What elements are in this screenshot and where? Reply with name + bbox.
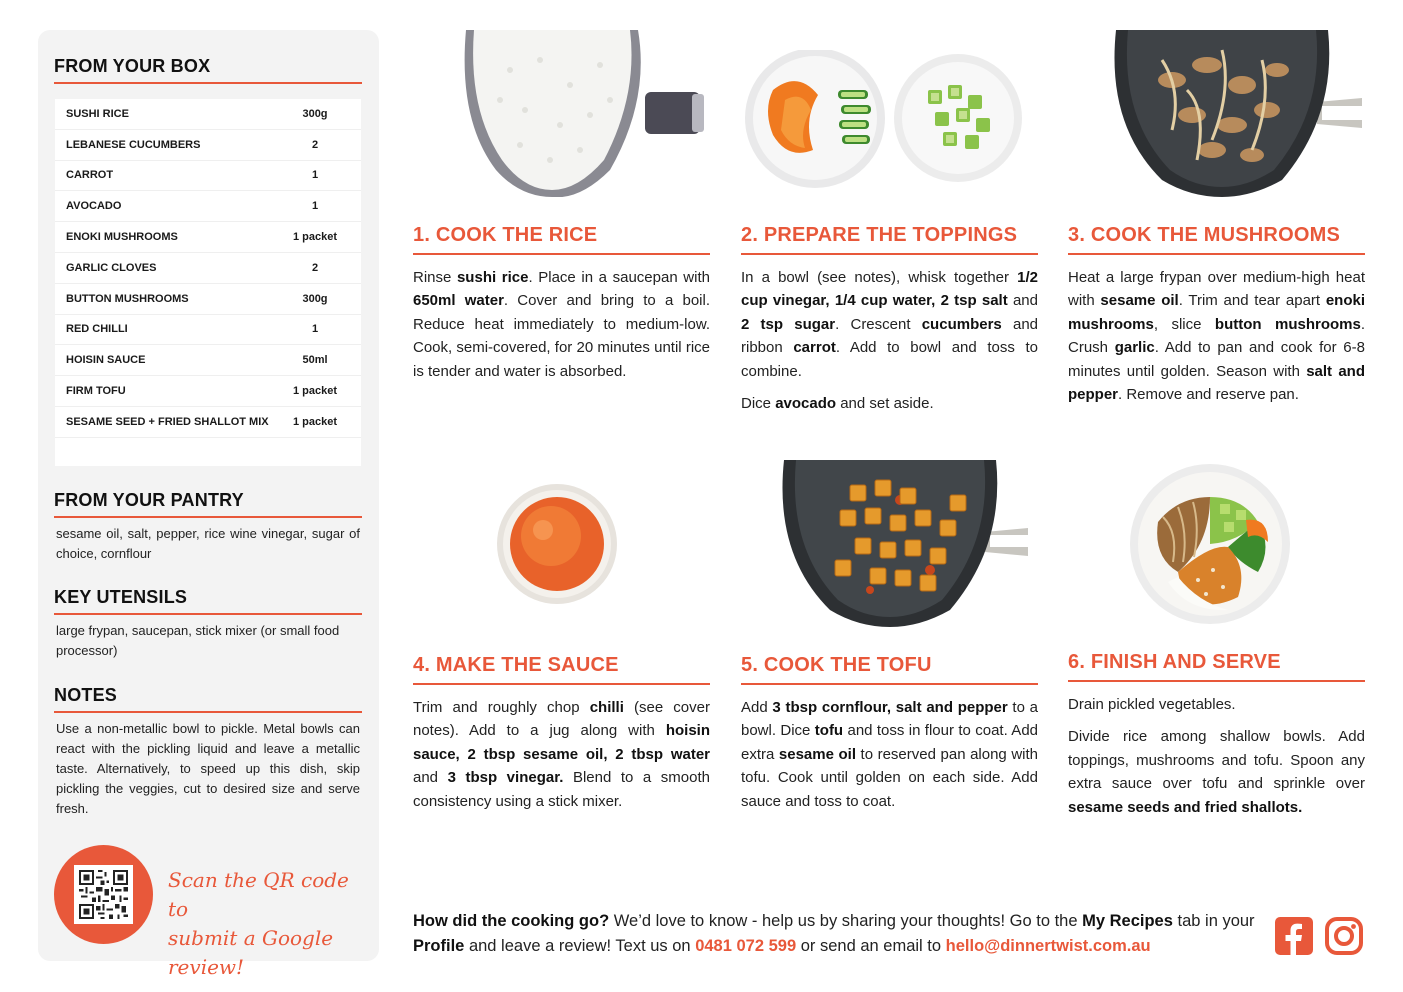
ingredient-name: SUSHI RICE [66,107,129,120]
ingredient-row [55,253,361,284]
step-text: and toss in flour to coat. Add extra [741,722,1038,763]
notes-heading: NOTES [54,685,118,705]
pantry-heading: FROM YOUR PANTRY [54,490,244,510]
tofu-frypan-photo [780,460,1030,627]
ingredient-highlight: chilli [589,699,624,716]
ingredient-name: FIRM TOFU [66,385,126,398]
ingredient-highlight: tofu [814,722,844,740]
step-6-body [1068,693,1365,828]
step-rule [413,253,710,255]
ingredient-highlight: sesame oil [1100,292,1179,310]
ingredient-highlight: carrot [793,339,836,357]
ingredient-qty: 300g [302,292,328,305]
step-text: and [1007,292,1038,310]
ingredient-highlight: hoisin sauce, 2 tbsp sesame oil, 2 tbsp water [413,722,710,763]
step-rule [413,683,710,685]
step-text: and ribbon [741,315,1038,357]
utensils-heading: KEY UTENSILS [54,587,188,607]
ingredient-highlight: 3 tbsp vinegar. [447,769,564,787]
sidebar-panel [38,30,379,979]
phone-link[interactable]: 0481 072 599 [695,937,797,955]
step-text: . Trim and tear apart [1178,292,1326,310]
step-text: (see cover notes). Add to a jug along with [413,699,710,740]
step-4-body [413,696,710,822]
ingredient-highlight: garlic [1114,339,1155,357]
ingredient-row [55,284,361,315]
ingredient-name: RED CHILLI [66,323,128,336]
feedback-footer [413,909,1263,959]
ingredient-highlight: cucumbers [921,315,1002,333]
step-3-title: 3. COOK THE MUSHROOMS [1068,224,1340,246]
qr-prompt-line: submit a Google review! [168,926,334,979]
ingredient-name: CARROT [66,169,114,182]
ingredient-row [55,222,361,253]
email-link[interactable]: hello@dinnertwist.com.au [945,937,1151,955]
ingredient-qty: 50ml [302,354,328,367]
step-2-body [741,266,1038,424]
utensils-text: large frypan, saucepan, stick mixer (or small food processor) [56,623,340,658]
step-2-title: 2. PREPARE THE TOPPINGS [741,224,1018,246]
step-text: Add [741,699,773,716]
ingredient-row [55,191,361,222]
instagram-icon[interactable] [1325,917,1363,955]
qr-prompt-line: Scan the QR code to [168,868,349,921]
ingredient-row [55,161,361,192]
ingredient-highlight: 1/2 cup vinegar, 1/4 cup water, 2 tsp salt [741,269,1038,310]
step-text: In a bowl (see notes), whisk together [741,269,1018,286]
qr-review-prompt [168,866,368,982]
heading-rule [54,516,362,518]
ingredient-qty: 2 [311,138,319,151]
heading-rule [54,711,362,713]
ingredient-qty: 1 [311,169,319,182]
facebook-icon[interactable] [1275,917,1313,955]
step-text: . Cover and bring to a boil. Reduce heat immediately to medium-low. Cook, semi-covered, for 20 minutes until rice is tender and water is absorbed. [413,292,711,380]
step-1-body [413,266,710,392]
ingredient-qty: 2 [311,261,319,274]
step-text: Rinse [413,269,457,286]
poke-bowl-photo [1128,462,1293,627]
ingredient-highlight: sesame seeds and fried shallots. [1068,798,1303,816]
step-6-title: 6. FINISH AND SERVE [1068,651,1281,673]
sauce-bowl-photo [495,482,620,607]
step-text: Blend to a smooth consistency using a stick mixer. [413,769,710,810]
notes-text: Use a non-metallic bowl to pickle. Metal bowls can react with the pickling liquid and leave a metallic taste. Alternatively, to speed up this dish, skip pickling the veggies, cut to desired size and serve fresh. [56,721,360,816]
ingredient-qty: 1 packet [292,385,338,398]
step-text: and [413,769,448,787]
ingredient-row [55,376,361,407]
ingredient-row [55,130,361,161]
ingredient-highlight: salt and pepper [1068,362,1365,404]
profile-link[interactable]: Profile [413,937,465,955]
footer-text: and leave a review! Text us on [464,937,696,955]
ingredient-qty: 300g [302,107,328,120]
ingredient-name: BUTTON MUSHROOMS [66,292,189,305]
ingredient-row [55,407,361,438]
step-text: Heat a large frypan over medium-high heat with [1068,269,1365,310]
qr-badge[interactable] [54,845,153,944]
footer-text: tab in your [1172,912,1255,930]
ingredient-highlight: sushi rice [456,269,529,286]
ingredient-highlight: avocado [775,395,837,413]
heading-rule [54,613,362,615]
step-5-title: 5. COOK THE TOFU [741,654,932,676]
step-text: , slice [1153,315,1215,333]
step-rule [741,683,1038,685]
heading-rule [54,82,362,84]
step-text: . Add to pan and cook for 6-8 minutes until golden. Season with [1068,339,1365,380]
pantry-text: sesame oil, salt, pepper, rice wine vinegar, sugar of choice, cornflour [56,526,360,561]
mushrooms-frypan-photo [1112,30,1364,197]
ingredient-row [55,345,361,376]
step-text: and set aside. [836,395,934,413]
ingredient-highlight: enoki mushrooms [1068,292,1366,333]
step-rule [741,253,1038,255]
step-text: . Crush [1068,315,1365,357]
ingredient-qty: 1 [311,323,319,336]
step-rule [1068,253,1365,255]
toppings-bowls-photo [743,50,1028,190]
step-1-title: 1. COOK THE RICE [413,224,598,246]
feedback-question: How did the cooking go? [413,912,610,930]
step-text: . Remove and reserve pan. [1118,386,1299,404]
step-rule [1068,680,1365,682]
ingredient-highlight: 650ml water [413,292,504,310]
step-5-body [741,696,1038,822]
footer-text: We’d love to know - help us by sharing your thoughts! Go to the [609,912,1083,930]
step-4-title: 4. MAKE THE SAUCE [413,654,619,676]
ingredient-highlight: 2 tsp sugar [741,315,836,333]
ingredient-highlight: 3 tbsp cornflour, salt and pepper [772,699,1008,716]
ingredient-row [55,99,361,130]
ingredient-highlight: sesame oil [778,745,856,763]
step-text: Divide rice among shallow bowls. Add toppings, mushrooms and tofu. Spoon any extra sauce over tofu and sprinkle over [1068,728,1365,793]
my-recipes-link[interactable]: My Recipes [1082,912,1173,930]
step-3-body [1068,266,1365,415]
ingredient-qty: 1 packet [292,415,338,428]
ingredient-qty: 1 packet [292,231,338,244]
step-text: . Add to bowl and toss to combine. [741,339,1038,380]
step-text: . Crescent [835,315,922,333]
step-text: Drain pickled vegetables. [1068,696,1236,713]
rice-saucepan-photo [460,30,705,197]
step-text: . Place in a saucepan with [528,269,710,286]
ingredient-name: ENOKI MUSHROOMS [66,231,178,244]
ingredient-name: HOISIN SAUCE [66,354,146,367]
step-text: to a bowl. Dice [741,699,1039,740]
step-text: Dice [741,395,776,413]
ingredient-name: GARLIC CLOVES [66,261,157,274]
ingredient-name: SESAME SEED + FRIED SHALLOT MIX [66,415,269,428]
ingredient-row [55,315,361,346]
qr-code-icon[interactable] [74,865,133,924]
ingredient-qty: 1 [311,200,319,213]
ingredient-highlight: button mushrooms [1214,315,1361,333]
step-text: Trim and roughly chop [413,699,590,716]
ingredient-name: LEBANESE CUCUMBERS [66,138,201,151]
step-text: to reserved pan along with tofu. Cook until golden on each side. Add sauce and toss to coat. [741,745,1038,810]
footer-text: or send an email to [796,937,946,955]
ingredient-table [55,99,361,466]
ingredient-name: AVOCADO [66,200,122,213]
from-your-box-heading: FROM YOUR BOX [54,56,211,76]
